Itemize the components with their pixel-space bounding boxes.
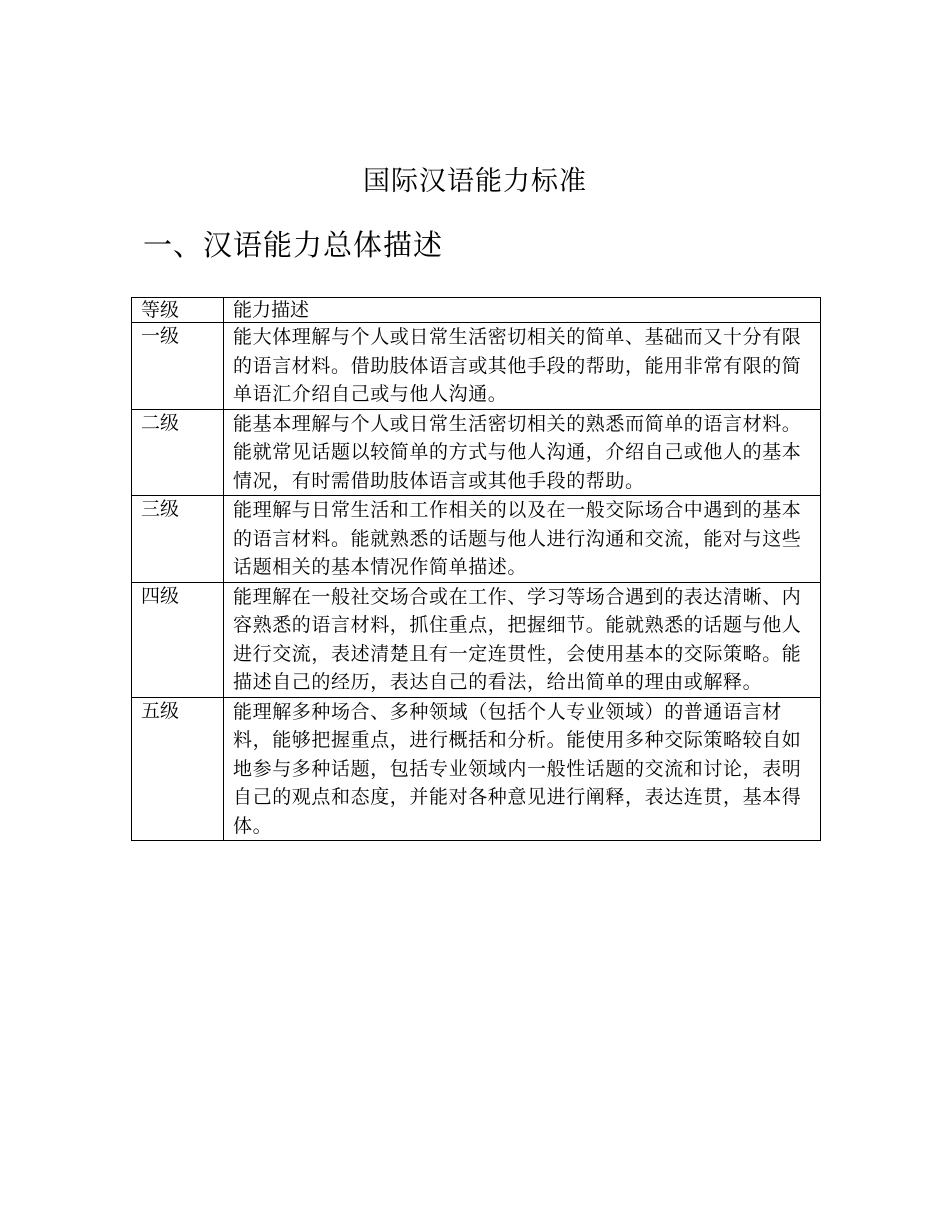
level-cell: 四级 bbox=[132, 582, 224, 697]
table-row bbox=[132, 697, 821, 841]
table-row bbox=[132, 409, 821, 496]
level-cell: 二级 bbox=[132, 409, 224, 496]
description-cell: 能大体理解与个人或日常生活密切相关的简单、基础而又十分有限的语言材料。借助肢体语言或其他手段的帮助，能用非常有限的简单语汇介绍自己或与他人沟通。 bbox=[224, 323, 821, 410]
table-header-row bbox=[132, 298, 821, 323]
table-row bbox=[132, 582, 821, 697]
description-cell: 能基本理解与个人或日常生活密切相关的熟悉而简单的语言材料。能就常见话题以较简单的方式与他人沟通，介绍自己或他人的基本情况，有时需借助肢体语言或其他手段的帮助。 bbox=[224, 409, 821, 496]
level-cell: 一级 bbox=[132, 323, 224, 410]
section-heading: 一、汉语能力总体描述 bbox=[143, 228, 444, 262]
column-header-description: 能力描述 bbox=[224, 298, 821, 323]
document-title: 国际汉语能力标准 bbox=[363, 166, 587, 197]
description-cell: 能理解与日常生活和工作相关的以及在一般交际场合中遇到的基本的语言材料。能就熟悉的话题与他人进行沟通和交流，能对与这些话题相关的基本情况作简单描述。 bbox=[224, 496, 821, 583]
table-row bbox=[132, 496, 821, 583]
table-row bbox=[132, 323, 821, 410]
description-cell: 能理解多种场合、多种领域（包括个人专业领域）的普通语言材料，能够把握重点，进行概括和分析。能使用多种交际策略较自如地参与多种话题，包括专业领域内一般性话题的交流和讨论，表明自己的观点和态度，并能对各种意见进行阐释，表达连贯，基本得体。 bbox=[224, 697, 821, 841]
column-header-level: 等级 bbox=[132, 298, 224, 323]
level-cell: 三级 bbox=[132, 496, 224, 583]
ability-standards-table bbox=[131, 297, 821, 841]
level-cell: 五级 bbox=[132, 697, 224, 841]
description-cell: 能理解在一般社交场合或在工作、学习等场合遇到的表达清晰、内容熟悉的语言材料，抓住重点，把握细节。能就熟悉的话题与他人进行交流，表述清楚且有一定连贯性，会使用基本的交际策略。能描述自己的经历，表达自己的看法，给出简单的理由或解释。 bbox=[224, 582, 821, 697]
